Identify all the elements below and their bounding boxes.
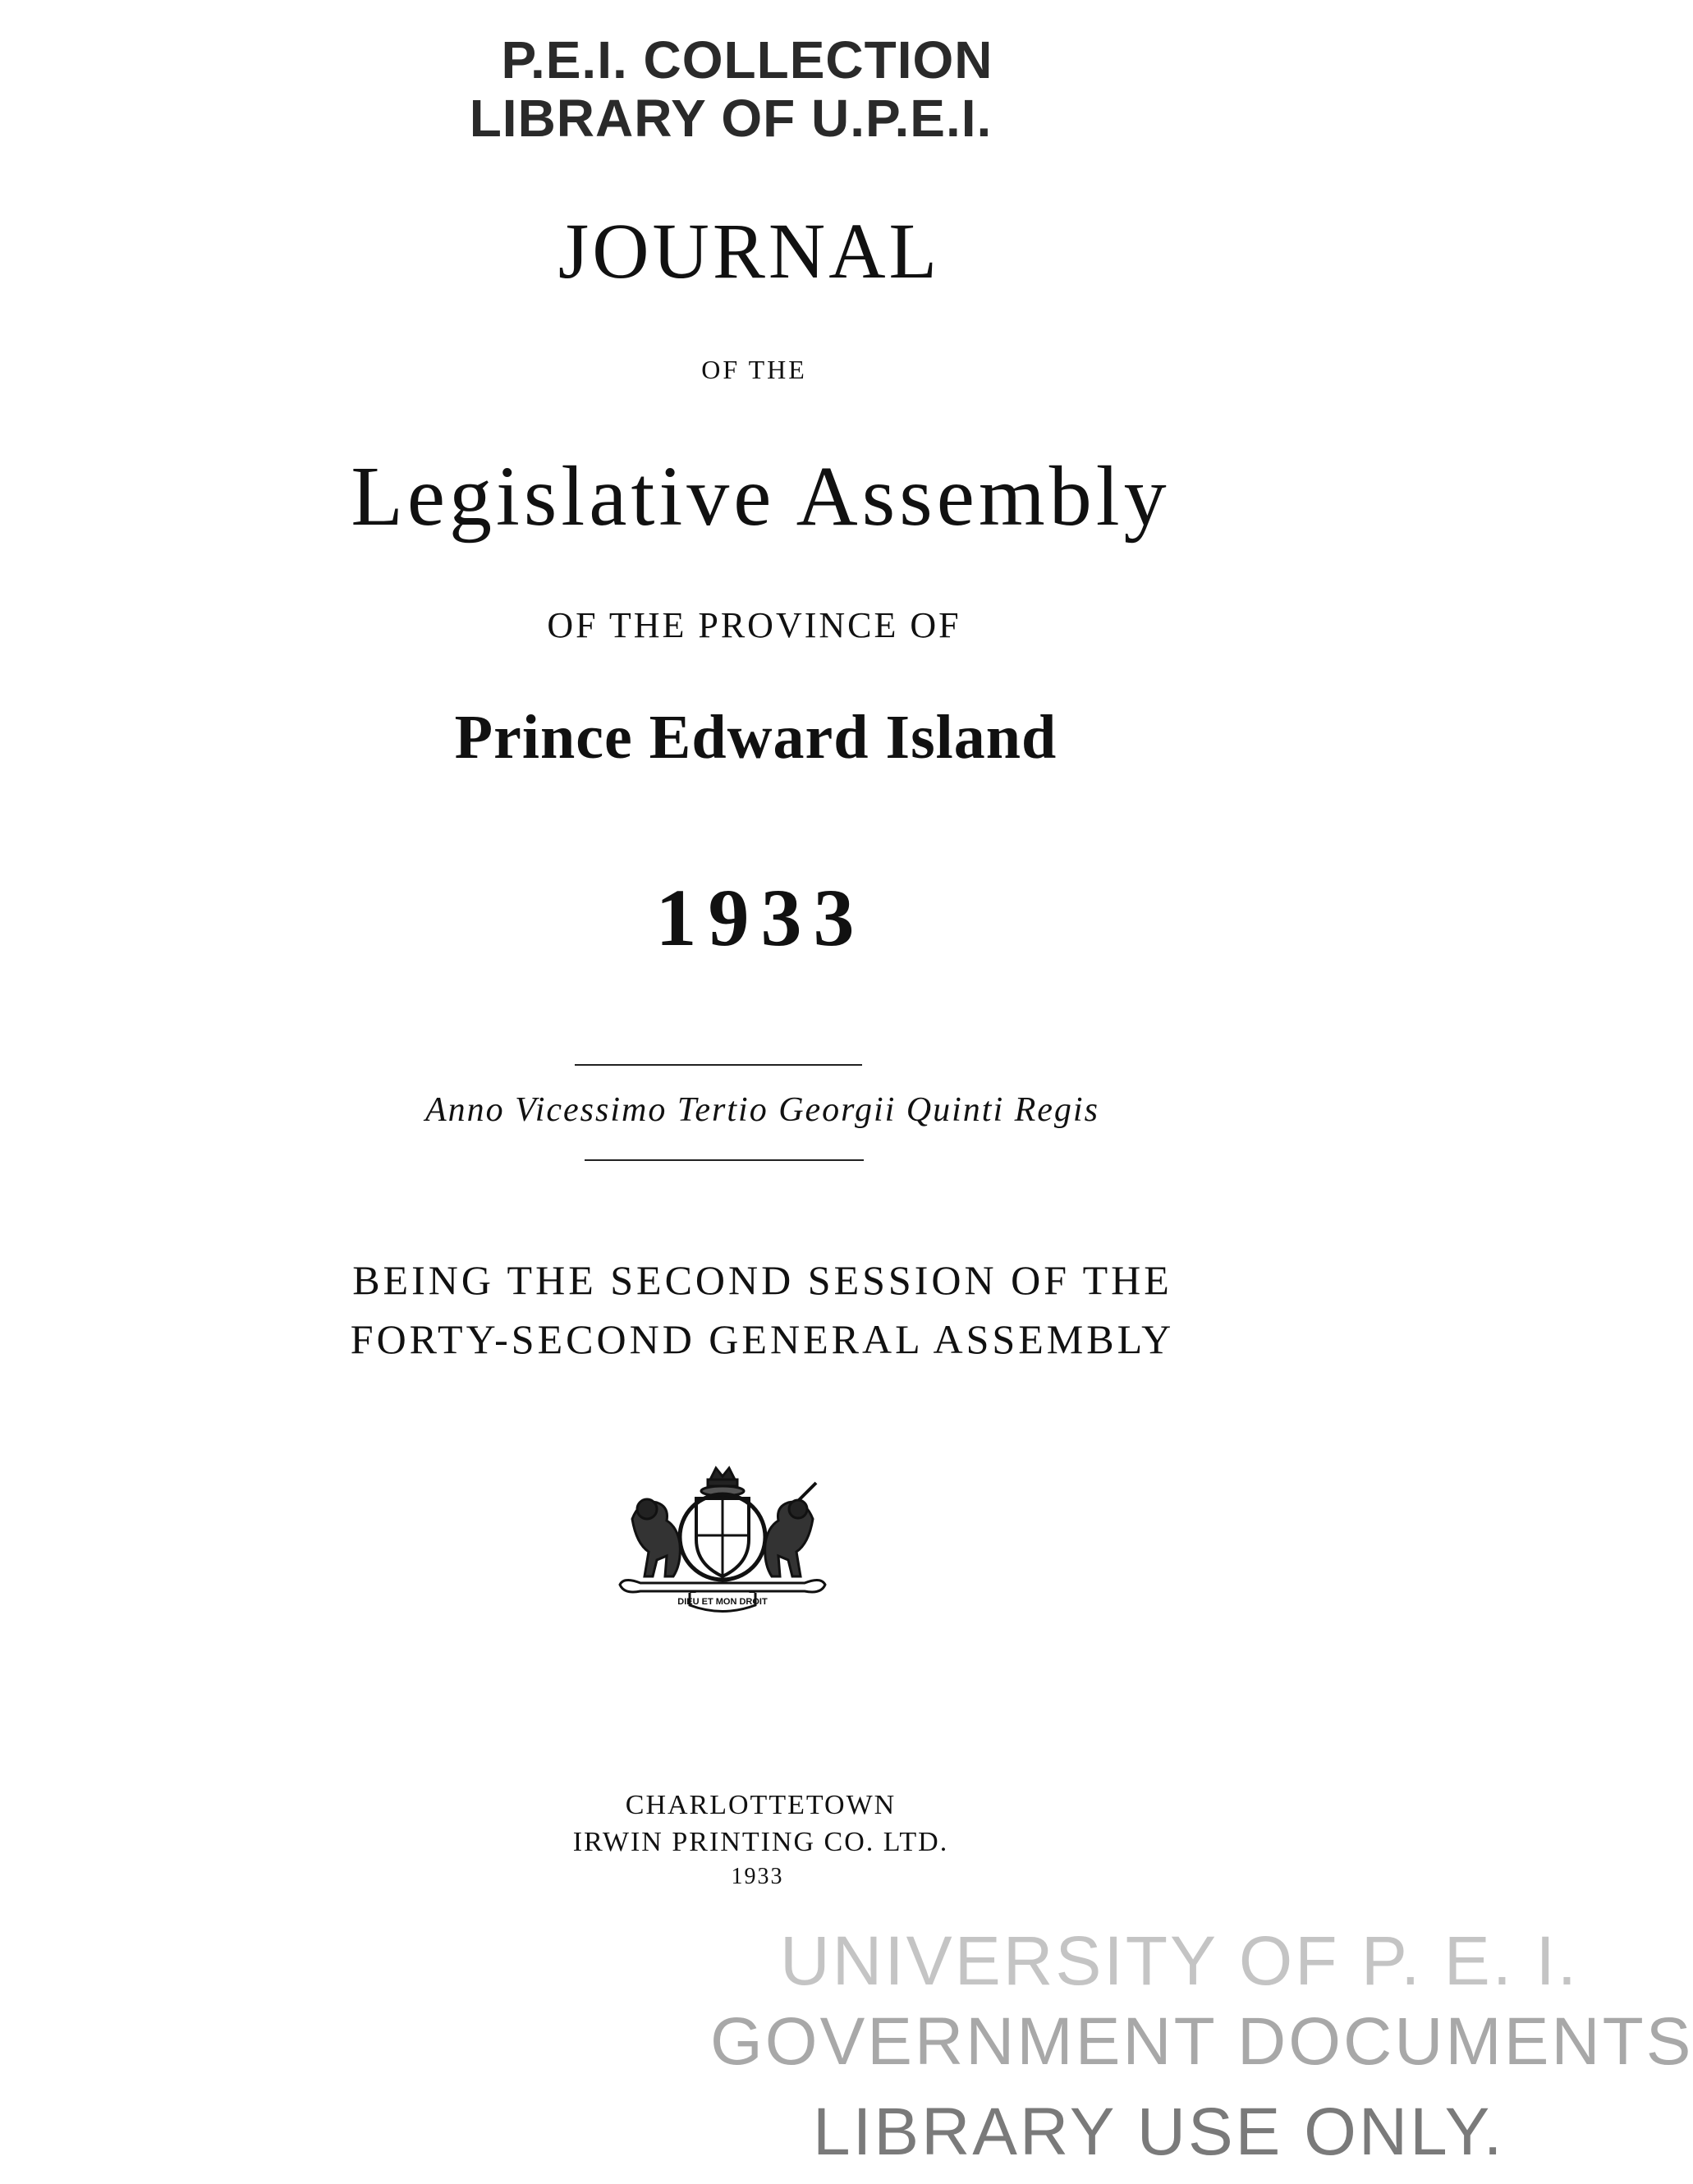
imprint-year: 1933: [731, 1864, 784, 1889]
session-line-2: FORTY-SECOND GENERAL ASSEMBLY: [350, 1316, 1175, 1362]
stamp-line-2: LIBRARY OF U.P.E.I.: [469, 89, 993, 149]
library-stamp-line-3: LIBRARY USE ONLY.: [813, 2095, 1505, 2169]
imprint-place: CHARLOTTETOWN: [625, 1790, 897, 1820]
royal-coat-of-arms-icon: [608, 1461, 837, 1613]
of-the-province-text: OF THE PROVINCE OF: [547, 605, 961, 645]
year-heading: 1933: [655, 872, 866, 963]
province-name-heading: Prince Edward Island: [454, 703, 1058, 772]
divider-bottom: [585, 1159, 864, 1161]
library-stamp-line-2: GOVERNMENT DOCUMENTS: [710, 2004, 1693, 2079]
regnal-year-text: Anno Vicessimo Tertio Georgii Quinti Regis: [425, 1091, 1099, 1129]
session-line-1: BEING THE SECOND SESSION OF THE: [352, 1257, 1172, 1303]
stamp-line-1: P.E.I. COLLECTION: [501, 30, 993, 89]
journal-heading: JOURNAL: [557, 207, 941, 295]
library-stamp-line-1: UNIVERSITY OF P. E. I.: [780, 1922, 1580, 1999]
motto-text: DIEU ET MON DROIT: [677, 1597, 768, 1607]
divider-top: [575, 1064, 862, 1066]
imprint-printer: IRWIN PRINTING CO. LTD.: [572, 1827, 949, 1857]
of-the-text: OF THE: [701, 355, 807, 384]
legislative-assembly-heading: Legislative Assembly: [351, 449, 1171, 544]
collection-stamp: [443, 30, 1018, 149]
